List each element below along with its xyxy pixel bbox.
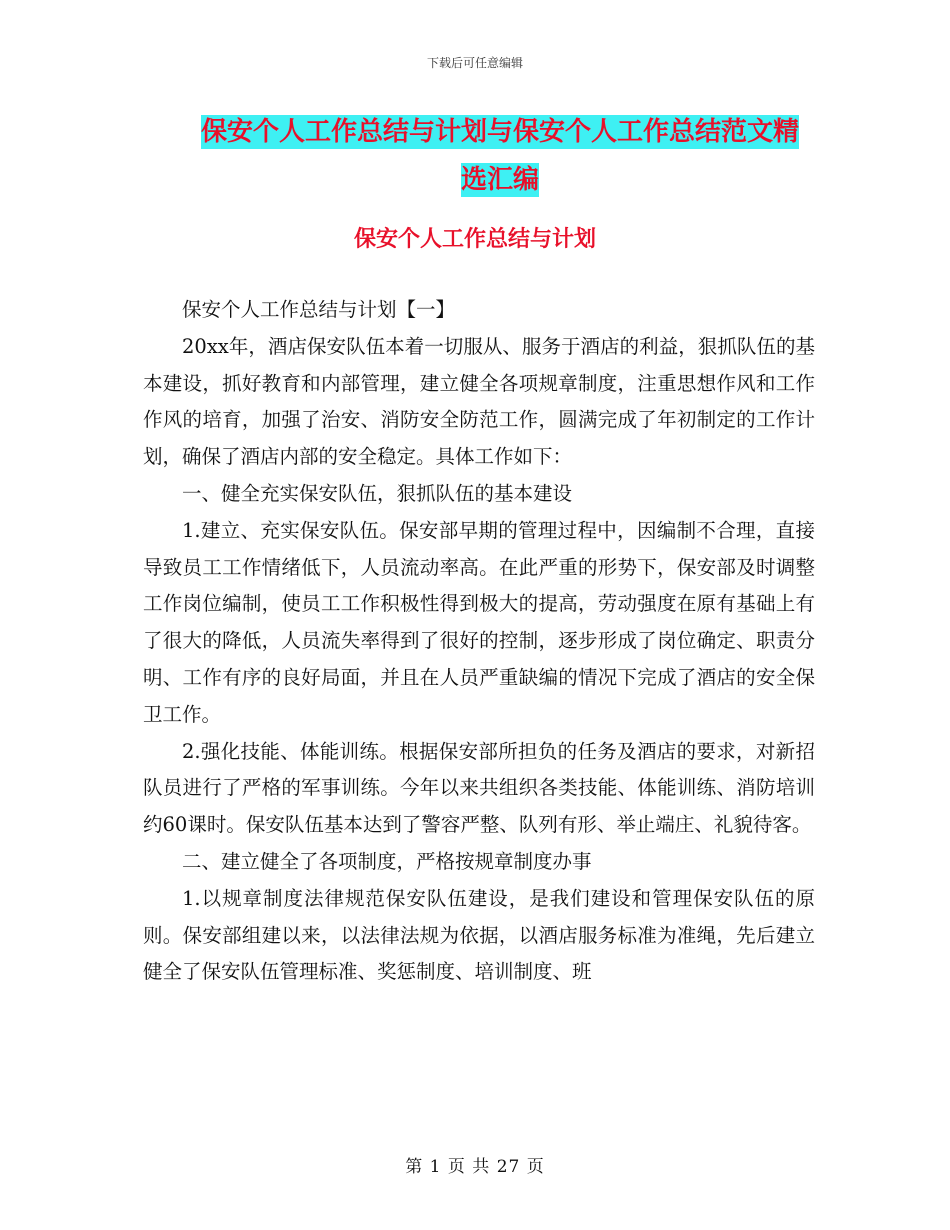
main-title-line-2: 选汇编 [460, 165, 539, 195]
paragraph-heading-1: 一、健全充实保安队伍，狠抓队伍的基本建设 [182, 481, 573, 505]
paragraph-intro: 20xx年，酒店保安队伍本着一切服从、服务于酒店的利益，狠抓队伍的基本建设，抓好教育和内部管理，建立健全各项规章制度，注重思想作风和工作作风的培育，加强了治安、消防安全防范工作，圆满完成了年初制定的工作计划，确保了酒店内部的安全稳定。具体工作如下： [143, 334, 815, 469]
main-title-line-1: 保安个人工作总结与计划与保安个人工作总结范文精 [200, 117, 799, 147]
paragraph-item-1-1: 1.建立、充实保安队伍。保安部早期的管理过程中，因编制不合理，直接导致员工工作情绪低下，人员流动率高。在此严重的形势下，保安部及时调整工作岗位编制，使员工工作积极性得到极大的提高，劳动强度在原有基础上有了很大的降低，人员流失率得到了很好的控制，逐步形成了岗位确定、职责分明、工作有序的良好局面，并且在人员严重缺编的情况下完成了酒店的安全保卫工作。 [143, 518, 815, 726]
section-title: 保安个人工作总结与计划 [353, 227, 596, 252]
document-body [143, 292, 815, 991]
paragraph-item-2-1: 1.以规章制度法律规范保安队伍建设，是我们建设和管理保安队伍的原则。保安部组建以来，以法律法规为依据，以酒店服务标准为准绳，先后建立健全了保安队伍管理标准、奖惩制度、培训制度、班 [143, 886, 815, 984]
paragraph-subtitle: 保安个人工作总结与计划【一】 [182, 298, 456, 321]
page-number-footer: 第 1 页 共 27 页 [405, 1157, 545, 1177]
document-main-title [190, 108, 810, 204]
paragraph-item-1-2: 2.强化技能、体能训练。根据保安部所担负的任务及酒店的要求，对新招队员进行了严格的军事训练。今年以来共组织各类技能、体能训练、消防培训约60课时。保安队伍基本达到了警容严整、队列有形、举止端庄、礼貌待客。 [143, 739, 815, 837]
header-note: 下载后可任意编辑 [426, 56, 523, 70]
paragraph-heading-2: 二、建立健全了各项制度，严格按规章制度办事 [182, 849, 592, 873]
